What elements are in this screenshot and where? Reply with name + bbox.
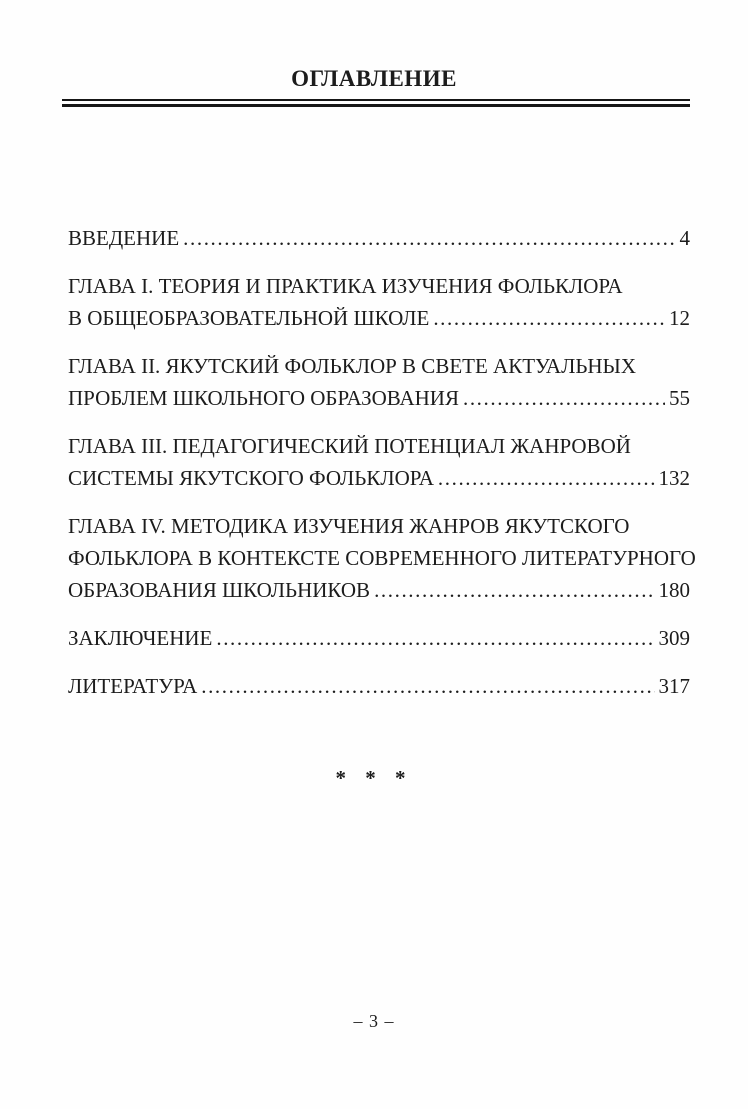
toc-entry-page-number: 309 xyxy=(658,626,690,650)
dot-leader xyxy=(216,622,654,654)
toc-entry-page-number: 55 xyxy=(669,386,690,410)
toc-entry-line: ГЛАВА III. ПЕДАГОГИЧЕСКИЙ ПОТЕНЦИАЛ ЖАНРОВОЙ xyxy=(68,434,631,458)
toc-entry-title: В ОБЩЕОБРАЗОВАТЕЛЬНОЙ ШКОЛЕ xyxy=(68,306,430,330)
dot-leader xyxy=(201,670,654,702)
dot-leader xyxy=(183,222,675,254)
toc-entry-line xyxy=(68,302,690,334)
dot-leader xyxy=(463,382,665,414)
page-title: ОГЛАВЛЕНИЕ xyxy=(291,66,457,91)
toc-entry-line: ФОЛЬКЛОРА В КОНТЕКСТЕ СОВРЕМЕННОГО ЛИТЕРАТУРНОГО xyxy=(68,546,696,570)
toc-entry xyxy=(68,222,690,254)
toc-entry xyxy=(68,350,690,414)
toc-entry-line xyxy=(68,222,690,254)
toc-entry-title: ОБРАЗОВАНИЯ ШКОЛЬНИКОВ xyxy=(68,578,371,602)
toc-entry-title: ЗАКЛЮЧЕНИЕ xyxy=(68,626,213,650)
toc-entry xyxy=(68,670,690,702)
dot-leader xyxy=(433,302,665,334)
toc-entry-page-number: 317 xyxy=(658,674,690,698)
dot-leader xyxy=(438,462,655,494)
toc-entry-page-number: 12 xyxy=(669,306,690,330)
toc-entry-title: СИСТЕМЫ ЯКУТСКОГО ФОЛЬКЛОРА xyxy=(68,466,434,490)
asterisk-separator: * * * xyxy=(335,766,413,790)
toc-entry-line xyxy=(68,574,690,606)
toc-entry-page-number: 180 xyxy=(658,578,690,602)
toc-entry-line: ГЛАВА IV. МЕТОДИКА ИЗУЧЕНИЯ ЖАНРОВ ЯКУТСКОГО xyxy=(68,514,630,538)
toc-entry-page-number: 4 xyxy=(679,226,690,250)
toc-entry-line xyxy=(68,382,690,414)
toc-entry xyxy=(68,622,690,654)
toc-entry-line: ГЛАВА II. ЯКУТСКИЙ ФОЛЬКЛОР В СВЕТЕ АКТУАЛЬНЫХ xyxy=(68,354,637,378)
page-number-footer: – 3 – xyxy=(353,1011,395,1031)
toc-entry xyxy=(68,510,696,606)
dot-leader xyxy=(374,574,654,606)
toc-entry-line xyxy=(68,462,690,494)
toc-entry-line: ГЛАВА I. ТЕОРИЯ И ПРАКТИКА ИЗУЧЕНИЯ ФОЛЬКЛОРА xyxy=(68,274,623,298)
toc-entry xyxy=(68,270,690,334)
title-double-rule xyxy=(62,99,690,107)
toc-list xyxy=(68,222,696,718)
toc-entry-line xyxy=(68,670,690,702)
toc-entry-title: ЛИТЕРАТУРА xyxy=(68,674,198,698)
toc-entry-page-number: 132 xyxy=(658,466,690,490)
toc-entry xyxy=(68,430,690,494)
toc-entry-title: ВВЕДЕНИЕ xyxy=(68,226,180,250)
toc-entry-line xyxy=(68,622,690,654)
toc-entry-title: ПРОБЛЕМ ШКОЛЬНОГО ОБРАЗОВАНИЯ xyxy=(68,386,459,410)
